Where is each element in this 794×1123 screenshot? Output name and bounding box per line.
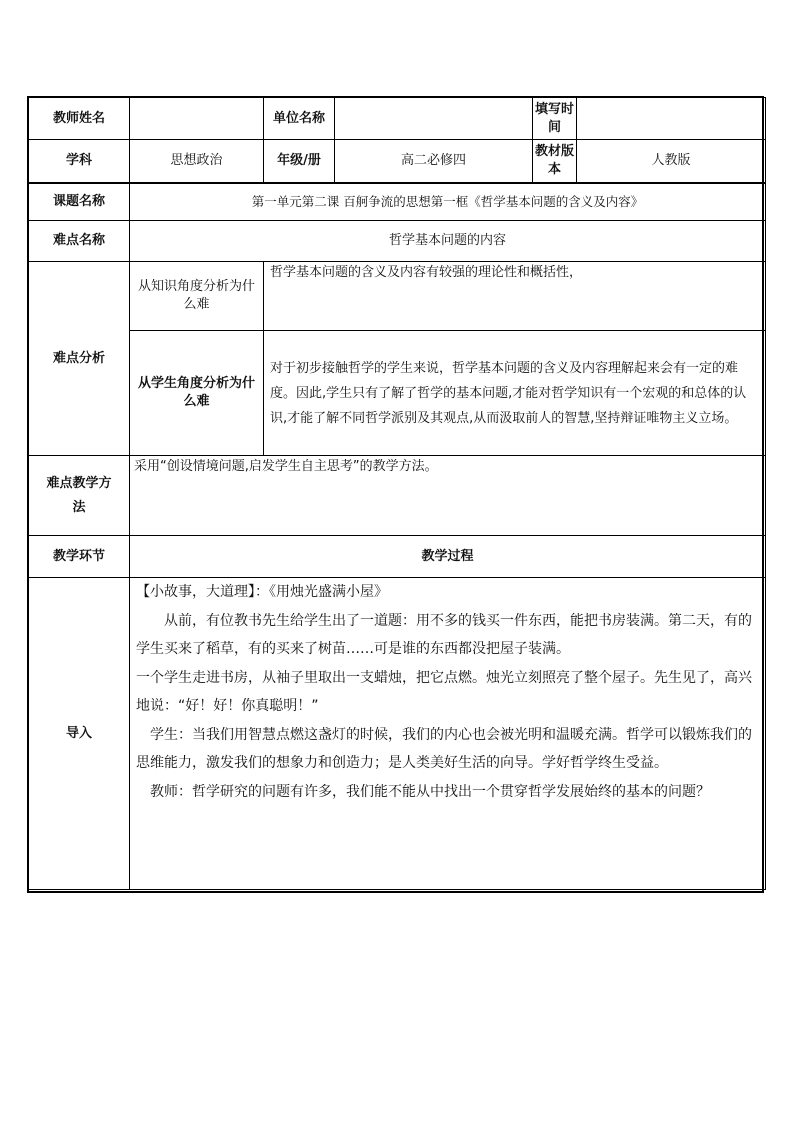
subject-label: 学科 xyxy=(29,140,130,183)
difficulty-name-label: 难点名称 xyxy=(29,221,130,262)
textbook-value: 人教版 xyxy=(577,140,766,183)
fill-time-value xyxy=(577,98,766,140)
fill-time-label: 填写时间 xyxy=(533,98,577,140)
method-row xyxy=(29,456,766,536)
teacher-question: 教师：哲学研究的问题有许多，我们能不能从中找出一个贯穿哲学发展始终的基本的问题？ xyxy=(150,783,710,800)
intro-content xyxy=(130,578,766,890)
process-header-row xyxy=(29,536,766,578)
teaching-process-header: 教学过程 xyxy=(130,536,766,578)
student-reflection: 学生：当我们用智慧点燃这盏灯的时候，我们的内心也会被光明和温暖充满。哲学可以锻炼我们的思维能力，激发我们的想象力和创造力；是人类美好生活的向导。学好哲学终生受益。 xyxy=(136,726,752,771)
header-row-2 xyxy=(29,140,766,183)
analysis-student-row xyxy=(29,331,766,456)
teaching-stage-header: 教学环节 xyxy=(29,536,130,578)
knowledge-angle-text: 哲学基本问题的含义及内容有较强的理论性和概括性， xyxy=(264,262,766,331)
unit-name-label: 单位名称 xyxy=(264,98,335,140)
difficulty-analysis-label: 难点分析 xyxy=(29,262,130,456)
story-paragraph-1: 从前，有位教书先生给学生出了一道题：用不多的钱买一件东西，能把书房装满。第二天，有的学生买来了稻草，有的买来了树苗……可是谁的东西都没把屋子装满。 xyxy=(136,612,752,657)
intro-label: 导入 xyxy=(29,578,130,890)
teacher-name-label: 教师姓名 xyxy=(29,98,130,140)
lesson-title-row xyxy=(29,183,766,221)
student-angle-text: 对于初步接触哲学的学生来说，哲学基本问题的含义及内容理解起来会有一定的难度。因此,学生只有了解了哲学的基本问题,才能对哲学知识有一个宏观的和总体的认识,才能了解不同哲学派别及其观点,从而汲取前人的智慧,坚持辩证唯物主义立场。 xyxy=(264,331,766,456)
teaching-method-label: 难点教学方法 xyxy=(29,456,130,536)
teaching-method-text: 采用“创设情境问题,启发学生自主思考”的教学方法。 xyxy=(130,456,766,536)
lesson-plan-table xyxy=(28,97,766,890)
unit-name-value xyxy=(335,98,533,140)
header-row-1 xyxy=(29,98,766,140)
subject-value: 思想政治 xyxy=(130,140,264,183)
difficulty-name-row xyxy=(29,221,766,262)
lesson-title-value: 第一单元第二课 百舸争流的思想第一框《哲学基本问题的含义及内容》 xyxy=(130,183,766,221)
grade-value: 高二必修四 xyxy=(335,140,533,183)
textbook-label: 教材版本 xyxy=(533,140,577,183)
analysis-knowledge-row xyxy=(29,262,766,331)
grade-label: 年级/册 xyxy=(264,140,335,183)
teacher-name-value xyxy=(130,98,264,140)
student-angle-label: 从学生角度分析为什么难 xyxy=(130,331,264,456)
knowledge-angle-label: 从知识角度分析为什么难 xyxy=(130,262,264,331)
lesson-title-label: 课题名称 xyxy=(29,183,130,221)
story-title: 【小故事，大道理】：《用烛光盛满小屋》 xyxy=(136,584,388,600)
story-paragraph-2: 一个学生走进书房，从袖子里取出一支蜡烛，把它点燃。烛光立刻照亮了整个屋子。先生见了，高兴地说：“好！好！你真聪明！” xyxy=(136,669,752,714)
intro-row xyxy=(29,578,766,890)
difficulty-name-value: 哲学基本问题的内容 xyxy=(130,221,766,262)
